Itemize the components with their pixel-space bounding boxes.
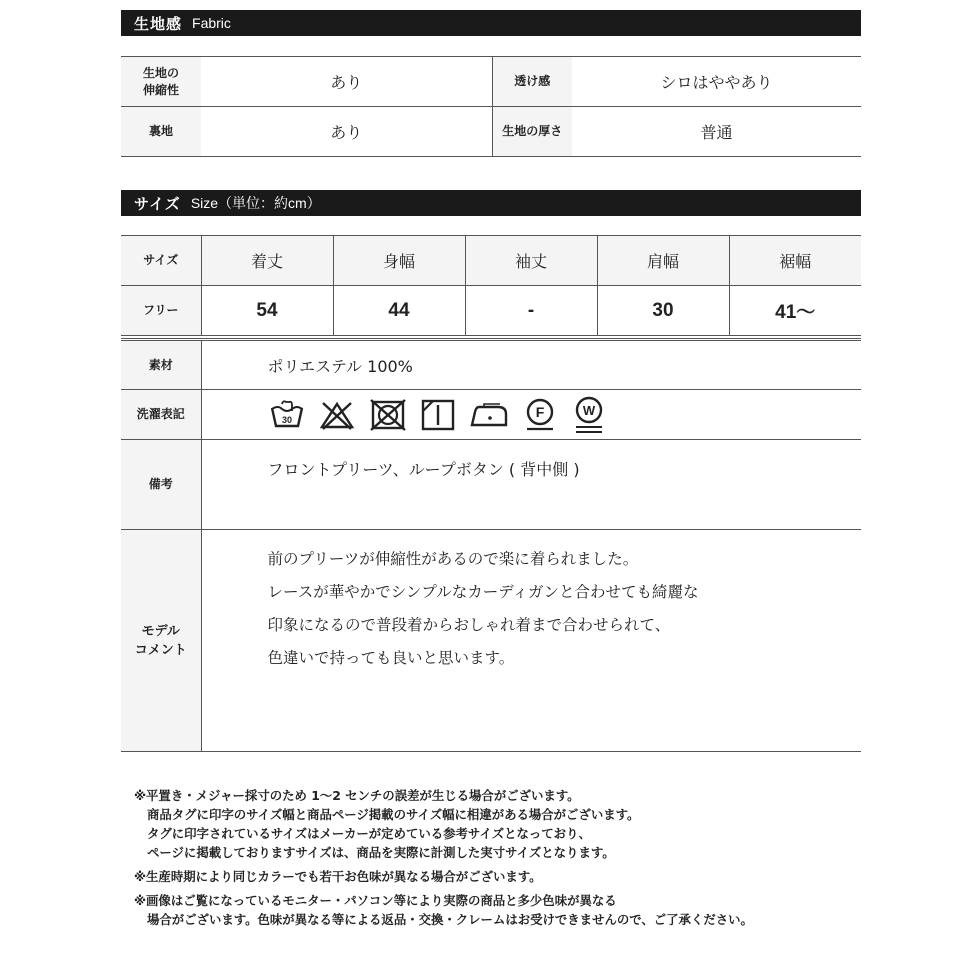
value-length: 54	[201, 286, 333, 336]
note-2: 商品タグに印字のサイズ幅と商品ページ掲載のサイズ幅に相違がある場合がございます。	[147, 807, 640, 822]
dry-clean-f-icon	[523, 398, 557, 432]
care-row	[121, 390, 861, 440]
thickness-value: 普通	[572, 107, 861, 157]
col-shoulder: 肩幅	[597, 236, 729, 286]
remarks-row	[121, 440, 861, 530]
material-row	[121, 340, 861, 390]
lining-label-text: 裏地	[148, 124, 173, 138]
disclaimer-notes	[134, 786, 753, 929]
value-hem: 41〜	[729, 286, 861, 336]
hand-wash-icon	[270, 400, 304, 430]
note-6: ※画像はご覧になっているモニター・パソコン等により実際の商品と多少色味が異なる	[134, 893, 617, 908]
fabric-row-stretch	[121, 57, 861, 107]
note-7: 場合がございます。色味が異なる等による返品・交換・クレームはお受けできませんので、ご了承ください。	[147, 912, 753, 927]
care-icons	[202, 396, 862, 434]
note-3: タグに印字されているサイズはメーカーが定めている参考サイズとなっており、	[147, 826, 591, 841]
remarks-label: 備考	[121, 440, 201, 530]
comment-line-4: 色違いで持っても良いと思います。	[267, 649, 515, 667]
size-title-jp: サイズ	[134, 194, 181, 213]
size-value-row	[121, 286, 861, 336]
wet-clean-letter: W	[582, 402, 595, 418]
material-label: 素材	[121, 340, 201, 390]
comment-line-3: 印象になるので普段着からおしゃれ着まで合わせられて、	[267, 616, 671, 634]
note-1: ※平置き・メジャー採寸のため 1〜2 センチの誤差が生じる場合がございます。	[134, 788, 580, 803]
comment-line-2: レースが華やかでシンプルなカーディガンと合わせても綺麗な	[267, 583, 699, 601]
col-hem: 裾幅	[729, 236, 861, 286]
col-width: 身幅	[333, 236, 465, 286]
fabric-table	[121, 56, 861, 157]
col-length: 着丈	[201, 236, 333, 286]
fabric-row-lining	[121, 107, 861, 157]
size-header-row	[121, 236, 861, 286]
comment-line-1: 前のプリーツが伸縮性があるので楽に着られました。	[267, 550, 639, 568]
value-sleeve: -	[465, 286, 597, 336]
care-icons-cell	[201, 390, 861, 440]
stretch-label-line1: 生地の	[142, 65, 179, 80]
dry-clean-letter: F	[535, 403, 544, 420]
lining-value: あり	[201, 107, 492, 157]
lining-label	[121, 107, 201, 157]
comment-label-line2: コメント	[134, 642, 187, 658]
stretch-label-line2: 伸縮性	[142, 82, 179, 97]
wet-clean-w-icon	[572, 396, 606, 434]
hand-wash-temp: 30	[281, 414, 292, 425]
comment-row	[121, 530, 861, 752]
comment-text	[201, 530, 861, 752]
value-shoulder: 30	[597, 286, 729, 336]
col-sleeve: 袖丈	[465, 236, 597, 286]
care-label: 洗濯表記	[121, 390, 201, 440]
comment-label	[121, 530, 201, 752]
details-table	[121, 338, 861, 752]
note-5: ※生産時期により同じカラーでも若干お色味が異なる場合がございます。	[134, 869, 542, 884]
value-width: 44	[333, 286, 465, 336]
note-4: ページに掲載しておりますサイズは、商品を実際に計測した実寸サイズとなります。	[147, 845, 615, 860]
size-section-header	[121, 190, 861, 216]
size-row-label: フリー	[121, 286, 201, 336]
fabric-title-jp: 生地感	[134, 14, 183, 33]
size-table	[121, 235, 861, 336]
size-title-en: Size（単位：約cm）	[190, 195, 321, 211]
no-bleach-icon	[319, 400, 355, 430]
remarks-value: フロントプリーツ、ループボタン ( 背中側 )	[201, 440, 861, 530]
drip-dry-shade-icon	[421, 399, 455, 431]
stretch-value: あり	[201, 57, 492, 107]
sheerness-value: シロはややあり	[572, 57, 861, 107]
fabric-title-en: Fabric	[192, 15, 231, 31]
stretch-label	[121, 57, 201, 107]
iron-low-icon	[470, 402, 508, 428]
thickness-label: 生地の厚さ	[492, 107, 572, 157]
material-value: ポリエステル 100%	[201, 340, 861, 390]
sheerness-label: 透け感	[492, 57, 572, 107]
size-header-label: サイズ	[121, 236, 201, 286]
comment-label-line1: モデル	[141, 623, 180, 639]
fabric-section-header	[121, 10, 861, 36]
no-tumble-dry-icon	[370, 399, 406, 431]
